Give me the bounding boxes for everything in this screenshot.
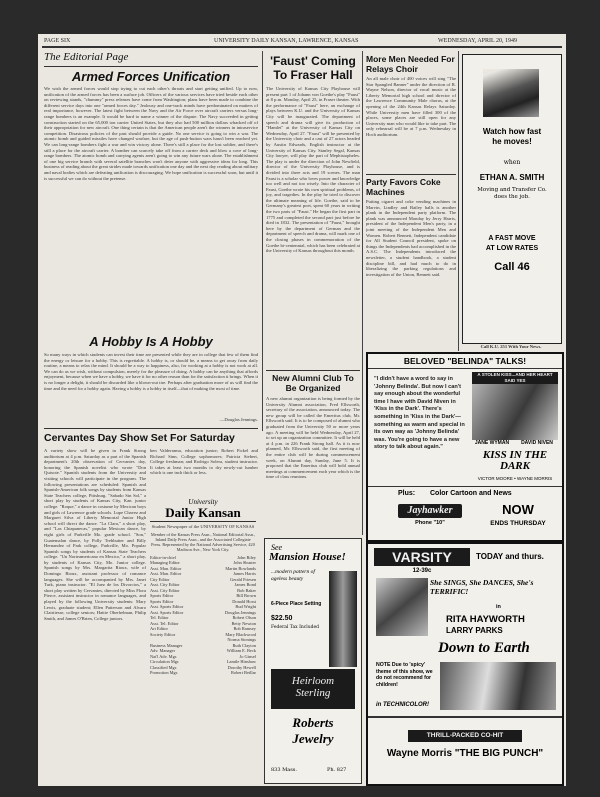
star-david-niven: DAVID NIVEN [521, 440, 553, 446]
staff-role: Asst. Sports Editor [150, 604, 184, 610]
kansan-subtitle: Student Newspaper of the UNIVERSITY OF KANSAS [151, 524, 255, 529]
staff-person: Martin Bowlands [225, 565, 256, 571]
smith-ad-line3: A FAST MOVE [488, 235, 536, 242]
staff-role: Asst. Sports Editor [150, 609, 184, 615]
sterling-label: Sterling [295, 687, 331, 699]
stolen-kiss-tag: A STOLEN KISS...AND HER HEART SAID YES [472, 372, 558, 384]
film-still-photo [472, 384, 558, 440]
staff-role: Circulation Mgr. [150, 659, 180, 665]
staff-person: Jo Ginsel [239, 653, 256, 659]
coke-body: Putting cigaret and coke vending machines in Marvin, Lindley and Bailey halls is another plank in the Independent party platform. The plank was announced Monday by Jerry Harris, president of the Independent Men's party, in a joint meeting of the Independent Men and Women. Robert Bennett, Independent candidate for All Student Council president, spoke on things the Independents had accomplished in the A.S.C. The Independents introduced the newsletter, a student handbook, a student discipline bill, and had much to do in liberalizing the parking regulations and investigation of the Union, Bennett said. [366, 199, 456, 277]
place-setting-label: 6-Piece Place Setting [271, 601, 322, 607]
staff-person: John Shuster [233, 560, 256, 566]
editorial-section-title: The Editorial Page [44, 51, 129, 63]
ends-thursday: ENDS THURSDAY [490, 520, 546, 527]
masthead-rule [42, 46, 562, 48]
staff-role: Managing Editor [150, 560, 180, 566]
staff-role: Business Manager [150, 642, 183, 648]
dancer-photo [376, 578, 428, 636]
kansan-title: Daily Kansan [165, 505, 241, 520]
section-rule [44, 66, 258, 67]
newspaper-page [38, 34, 566, 786]
staff-person: James Bond [234, 582, 256, 588]
jewelry-label: Jewelry [292, 731, 334, 746]
cervantes-headline: Cervantes Day Show Set For Saturday [44, 432, 235, 444]
relays-body: An all male choir of 400 voices will sing "The Star Spangled Banner" under the direction of R. Wayne Nelson, director of vocal music at the Liberty Memorial high school and director of the Lawrence Community Male chorus, at the opening of the 24th Kansas Relays Saturday. While University men have filled 300 of the places, some places are still open for any University man who would like to take part. The only rehearsal will be at 7 p.m. Wednesday in Hoch auditorium. [366, 76, 456, 137]
smith-ad-desc: Moving and Transfer Co. does the job. [477, 187, 547, 200]
roberts-name: Roberts [292, 715, 334, 730]
staff-person: Norma Stonings [227, 637, 256, 643]
kansan-info: Member of the Kansas Press Assn., National Editorial Assn., Inland Daily Press Assn., and the Associated Collegiate Press. Represented by the National Advertising Service, 420 Madison Ave., New York City. [150, 531, 256, 552]
technicolor-label: in TECHNICOLOR! [376, 702, 429, 708]
alumni-body: A new alumni organization is being formed by the University Alumni association, Fred Ellsworth, secretary of the association, announced today. The new group will be called the Emeritus club, Mr. Ellsworth said. It is to be composed of alumni who graduated from the University 50 or more years ago. A meeting will be held Wednesday, April 27, to set up an organization committee. It will be held at 4 p.m. in 226 Frank Strong hall. As it is now planned, Mr. Ellsworth said, the first meeting of the entire club will be during commencement week, on Alumni day, Sunday, June 5. It is proposed that the Emeritus club will hold annual meetings at commencement each year which is the time of class reunions. [266, 396, 360, 480]
staff-role: Art Editor [150, 626, 168, 632]
cartoon-news-extras: Color Cartoon and News [430, 490, 512, 497]
staff-person: Mary Blackwood [225, 631, 256, 637]
plus-label: Plus: [398, 490, 416, 497]
staff-person: Gerald Friesen [230, 576, 256, 582]
smith-ad-line4: AT LOW RATES [485, 245, 539, 252]
smith-ad-name: ETHAN A. SMITH [479, 173, 545, 182]
place-setting-price: $22.50 [271, 615, 293, 622]
staff-role: Tel. Editor [150, 615, 169, 621]
staff-person: Lamile Hinshaw [226, 659, 256, 665]
alumni-headline: New Alumni Club To Be Organized [272, 373, 354, 393]
hobby-body: So many ways in which students can invest their time are presented while they are in college that few of them find the energy or leisure for a hobby. This is regrettable. A hobby is, or should be, a means to get away from daily routine, a means to relax the mind. It should be a way to happiness, also, for working at a hobby is not work at all. We can do as we wish, without compulsion, merely for the pleasure of doing. A hobby can be anything that affords enjoyment, because when we have a hobby, we have it for no other reason than for the satisfaction it brings. When it is no longer a delight, it should be discarded like a blown-out tire. Perhaps after graduation more of us will find the time and the need for a hobby again. Having a hobby is a hobby in itself—that of making the most of time. [44, 352, 258, 391]
varsity-theater-logo: VARSITY [374, 548, 470, 566]
co-hit-label: THRILL-PACKED CO-HIT [408, 730, 522, 742]
staff-row [150, 670, 256, 676]
mansion-house-title: Mansion House! [269, 551, 346, 563]
daily-kansan-staff-box [150, 496, 256, 780]
ageless-beauty-desc: ...modern pattern of ageless beauty [271, 569, 315, 582]
couple-photo [440, 662, 556, 710]
smith-ad-line1: Watch how fast [482, 127, 542, 136]
smith-ad-when: when [503, 159, 521, 166]
roberts-address: 833 Mass. [271, 767, 297, 773]
staff-role: Sports Editor [150, 593, 174, 599]
jayhawker-phone: Phone "10" [415, 520, 445, 526]
roberts-phone: Ph. 827 [327, 767, 347, 773]
staff-role: Asst. Man. Editor [150, 565, 182, 571]
today-thurs-label: TODAY and thurs. [476, 552, 544, 561]
staff-role: Sports Editor [150, 598, 174, 604]
cervantes-body: A variety show will be given in Frank Strong auditorium at 4 p.m. Saturday as a part of the Spanish department's 20th observation of Cervantes day, honoring the Spanish novelist who wrote "Don Quixote." Spanish students from the University and visiting schools will participate in the program. The following presentations are scheduled: Spanish and Spanish-American folk songs by students from Kansas State Teachers college, Pittsburg. "Sabado Sin Sol," a short play by students of Kansas City, Kan. junior college. "Roque," a dance in costume by Mexican boys and girls of Lawrence grade schools. Lupe Chavez and Margaret Silva of Liberty Memorial Junior High school will direct the dance. "La Clara," a short play, and "Las Chiapanecas," popular Mexican dance, by eight girls of Parkville Mo. grade school. "Son," Guatemalan dance, by Polly Trebbutter and Billy Hernandez of Park college, Parkville, Mo. Popular Spanish songs by students of Kansas State Teachers college. "Un Norteamericano en Mexico," a short play, by students of Kansas City, Mo. Junior college. Spanish songs by Mrs. Margarita Rioux, wife of Domingo Rioux, assistant professor of romance languages. She will be accompanied by Mrs. Janet Turk, piano instructor. "El Juez de los Divorcios," a short play written by Cervantes, directed by Miss Flora Pierce, assistant instructor in romance languages, and played by the following University students: Mary Lewis, graduate student; Ellen Patterson and Alvaro Clairtiesse, college seniors; Hattie Oberhelman, Philip Smith, and James O'Brien, College juniors. [44, 448, 146, 621]
staff-person: Bud Wright [235, 604, 256, 610]
section-rule [44, 428, 258, 429]
staff-person: Robert Olson [232, 615, 256, 621]
staff-person: Dorothy Hewell [227, 664, 256, 670]
issue-date: WEDNESDAY, APRIL 20, 1949 [438, 38, 517, 44]
wyman-quote: "I didn't have a word to say in 'Johnny Belinda'. But now I can't say enough about the wonderful time I have with David Niven in 'Kiss in the Dark'. There's something in 'Kiss in the Dark'—something as warm and special in its own way as 'Johnny Belinda' was. You're going to have a new story to talk about again." [374, 376, 465, 451]
staff-person: John Riley [237, 554, 256, 560]
faust-body: The University of Kansas City Playhouse will present part 1 of Johann von Goethe's play "Faust" at 8 p.m. Monday, April 25, in Fraser theater. With the performance of "Faust" here, an exchange of plays between K.U. and the University of Kansas City will be inaugurated. The department of speech and drama will give its production of "Hamlet" at the University of Kansas City on Wednesday, April 27. "Faust" will be presented by the University choir and a cast of 27 actors headed by Austin Edwards, English instructor at the University of Kansas City. Stanley Segal, Kansas City lawyer, will play the part of Mephistopheles. The play is under the direction of John Newfield, director of the University Playhouse, and is divided into three acts and 19 scenes. The man Faust is a scholar who loves power and knowledge too well and not too wisely. Into the character of Faust, Goethe wrote his own spiritual problems, of joy, and tragedies. In the play he tried to discover the ultimate meaning of life. Goethe, said to be Germany's greatest poet, spent 60 years in writing the two parts of "Faust." He began the first part in 1775 and completed the second part just before he died in 1832. The presentation of "Faust," brought here by the department of German and the department of speech and drama, will mark one of the closing phases in commemoration of the Goethe bi-centennial, which has been celebrated at the University of Kansas throughout this month. [266, 86, 360, 254]
jayhawker-theater-logo: Jayhawker [398, 504, 462, 518]
staff-person: James Harris [233, 571, 256, 577]
staff-role: Adv. Manager [150, 648, 176, 654]
varsity-in-label: in [496, 604, 501, 610]
staff-person: Bob Ramsey [233, 626, 256, 632]
page-number: PAGE SIX [44, 38, 71, 44]
rita-hayworth: RITA HAYWORTH [446, 614, 525, 625]
staff-role: Society Editor [150, 631, 176, 637]
coke-headline: Party Favors Coke Machines [366, 177, 441, 197]
smith-ad-line2: he moves! [492, 137, 532, 146]
staff-role: City Editor [150, 576, 170, 582]
admission-times: 12-39c [412, 568, 432, 574]
armed-forces-body: We wish the armed forces would stop trying to cut each other's throats and start getting unified. Up to now, unification of the armed forces has been a surface job. Officers of the various services have tried beside each other on reviewing stands, "chummy" press releases have come from Washington; plans have been made to combine the different service days into one "armed forces day." Jealousy and one-track minds have predominated on matters of real importance, however. The latest fight between the Navy and the Air Force over aircraft carriers versus long-range bombers is an example. It would be hard to name a winner of the dispute. The Navy succeeded in getting construction started on the 65,000 ton carrier United States, but they also had 500 million dollars whacked off of their appropriation for new aircraft. One thing certain is that the American people aren't the winners in intraservice competition. Disastrous policies of the past should provide a guide. No one service is going to win a war. The atomic bomb and guided missiles have changed warfare, but the age of push-button wars hasn't been reached yet. We can long-range bombers fight a war and win victory alone. There's still a place for the lost soldier, and there's still a place for the aircraft carrier. A bomber can scarcely take off from a carrier deck and blow a cove of long-range bombers. The atomic bomb and carrying agents aren't going to win any future wars alone. The establishment of one big service branch with several satellite branches won't deter anyone with aggressive ideas for long. This business of reading about the great strides made towards unification one day and the next day reading about military and naval bodies which are defeating unification is discouraging. We hope unification is successful soon, but until it is successful we can do without the pretense. [44, 86, 258, 181]
staff-person: William E. Beck [226, 648, 256, 654]
silverware-illustration [329, 571, 357, 667]
staff-role: Asst. Tel. Editor [150, 620, 179, 626]
staff-role: Asst. Man. Editor [150, 571, 182, 577]
kansan-staff-list [150, 555, 256, 676]
sings-dances-tagline: She SINGS, She DANCES, She's TERRIFIC! [430, 578, 534, 596]
belinda-banner: BELOVED "BELINDA" TALKS! [403, 356, 527, 366]
staff-person: Donald Horst [232, 598, 256, 604]
smith-ad-phone: Call 46 [494, 261, 530, 273]
relays-headline: More Men Needed For Relays Choir [366, 54, 455, 74]
varsity-theater-ad [366, 542, 564, 786]
kansan-university: University [188, 498, 218, 506]
staff-person: Ruth Clayton [232, 642, 256, 648]
hobby-byline: —Douglas Jennings. [219, 417, 258, 422]
staff-role: Asst. City Editor [150, 582, 180, 588]
federal-tax-note: Federal Tax Included [271, 625, 320, 630]
roberts-jewelry-ad [264, 538, 362, 784]
smith-moving-ad [462, 54, 562, 344]
news-call-line: Call K.U. 251 With Your News. [480, 344, 542, 349]
staff-person: Robert Beillar [231, 670, 256, 676]
heirloom-label: Heirloom [291, 675, 335, 687]
heirloom-sterling-logo [271, 669, 355, 709]
staff-role: Editor-in-chief [150, 554, 177, 560]
staff-person: Douglas Jennings [224, 609, 256, 615]
staff-role: Promotion Mgr. [150, 670, 179, 676]
paper-name: UNIVERSITY DAILY KANSAN, LAWRENCE, KANSAS [214, 38, 359, 44]
now-label: NOW [502, 502, 534, 517]
staff-person: Bob Baker [237, 587, 256, 593]
armed-forces-headline: Armed Forces Unification [71, 69, 231, 84]
see-label: See [271, 543, 283, 552]
staff-role: Nat'l Adv. Mgr. [150, 653, 178, 659]
costars-line: VICTOR MOORE • WAYNE MORRIS [477, 476, 553, 481]
jayhawker-theater-ad [366, 352, 564, 542]
staff-role: Classified Mgr. [150, 664, 178, 670]
cervantes-body-continued: ben Valderrama, education junior; Robert Fickel and Richard Sinn, College sophomores; Patricia Siebert, College freshman; and Rodrigo Solera, student instructor. It takes at least two months to dry newly-cut lumber which is one inch thick or less. [150, 448, 258, 476]
hobby-headline: A Hobby Is A Hobby [89, 334, 213, 349]
staff-person: Betty Newton [231, 620, 256, 626]
big-punch-cohit: Wayne Morris "THE BIG PUNCH" [386, 748, 544, 759]
down-to-earth-title: Down to Earth [438, 640, 530, 656]
larry-parks: LARRY PARKS [446, 626, 503, 635]
staff-person: Bill Brown [236, 593, 256, 599]
kiss-in-the-dark-title: KISS IN THE DARK [482, 449, 548, 472]
staff-role: Asst. City Editor [150, 587, 180, 593]
faust-headline: 'Faust' Coming To Fraser Hall [270, 54, 356, 82]
star-jane-wyman: JANE WYMAN [474, 440, 510, 446]
spicy-theme-note: NOTE Due to 'spicy' theme of this show, we do not recommend for children! [376, 662, 433, 688]
running-man-illustration [483, 69, 539, 117]
